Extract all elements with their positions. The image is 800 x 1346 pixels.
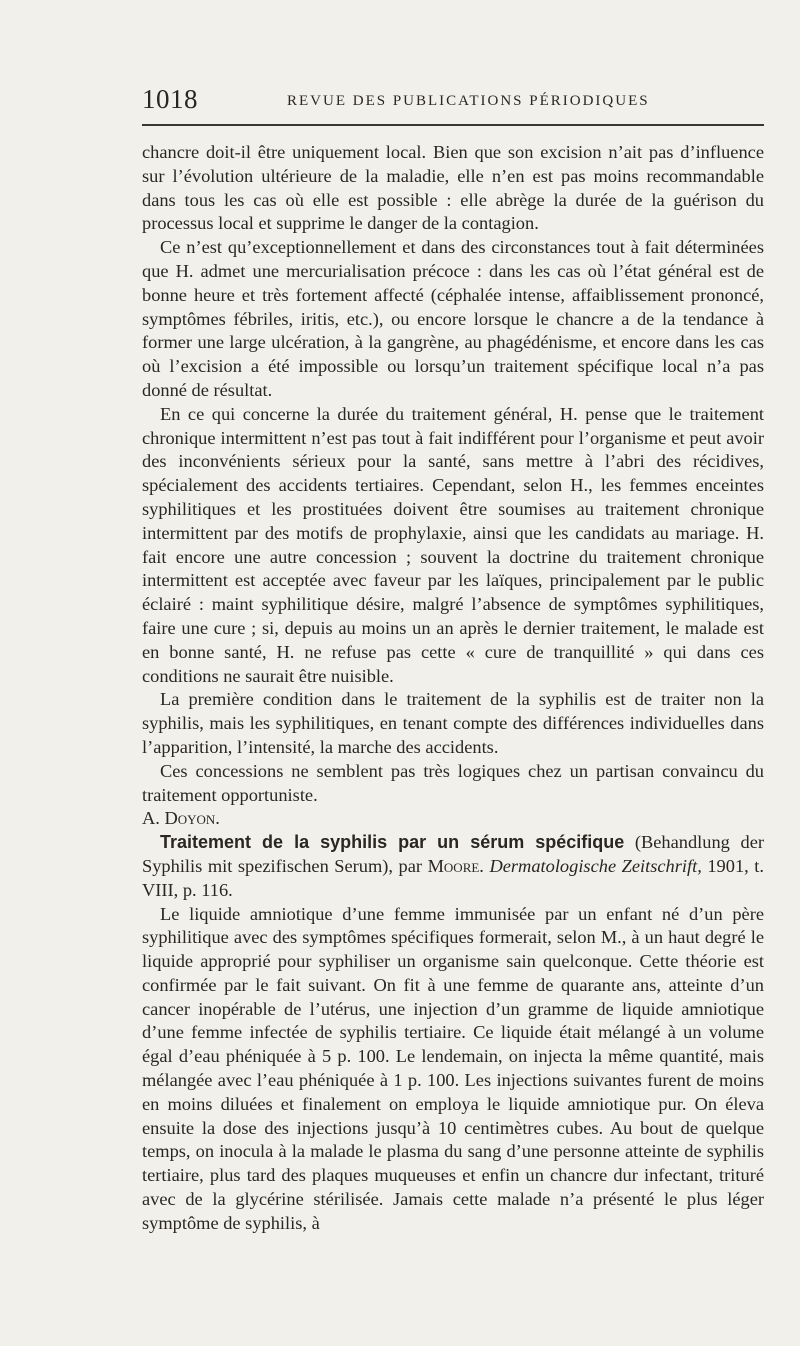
article-reference: 1901, t. VIII, p. 116.	[142, 855, 764, 900]
article-journal: Dermatologische Zeitschrift,	[489, 855, 702, 876]
paragraph-1: chancre doit-il être uniquement local. Bien que son excision n’ait pas d’influence sur l’évolution ultérieure de la maladie, elle n’en est pas moins recommandable dans tous les cas où elle est possible : elle abrège la durée de la guérison du processus local et supprime le danger de la contagion.	[142, 142, 764, 234]
page-number: 1018	[142, 84, 198, 114]
article-author: Moore.	[427, 855, 484, 876]
body-text	[142, 141, 764, 1236]
signature: A. Doyon.	[142, 808, 220, 829]
paragraph-3: En ce qui concerne la durée du traitement général, H. pense que le traitement chronique intermittent n’est pas tout à fait indifférent pour l’organisme et peut avoir des inconvénients sérieux pour la santé, sans mettre à l’abri des récidives, spécialement des accidents tertiaires. Cependant, selon H., les femmes enceintes syphilitiques et les prostituées doivent être soumises au traitement chronique intermittent par des motifs de prophylaxie, ainsi que les candidats au mariage. H. fait encore une autre concession ; souvent la doctrine du traitement chronique intermittent est acceptée avec faveur par les laïques, principalement par le public éclairé : maint syphilitique désire, malgré l’absence de symptômes syphilitiques, faire une cure ; si, depuis au moins un an après le dernier traitement, le malade est en bonne santé, H. ne refuse pas cette « cure de tranquillité » qui dans ces conditions ne saurait être nuisible.	[142, 403, 764, 686]
paragraph-6: Le liquide amniotique d’une femme immunisée par un enfant né d’un père syphilitique avec des symptômes spécifiques formerait, selon M., à un haut degré le liquide approprié pour syphiliser un organisme sain quelconque. Cette théorie est confirmée par le fait suivant. On fit à une femme de quarante ans, atteinte d’un cancer inopérable de l’utérus, une injection d’un gramme de liquide amniotique d’une femme infectée de syphilis tertiaire. Ce liquide était mélangé à un volume égal d’eau phéniquée à 5 p. 100. Le lendemain, on injecta la même quantité, mais mélangée avec l’eau phéniquée à 1 p. 100. Les injections suivantes furent de moins en moins diluées et finalement on employa le liquide amniotique pur. On éleva ensuite la dose des injections jusqu’à 10 centimètres cubes. Au bout de quelque temps, on inocula à la malade le plasma du sang d’une personne atteinte de syphilis tertiaire, plus tard des plaques muqueuses et enfin un chancre dur infectant, trituré avec de la glycérine stérilisée. Jamais cette malade n’a présenté le plus léger symptôme de syphilis, à	[142, 903, 764, 1233]
page-header	[142, 84, 760, 112]
article-title: Traitement de la syphilis par un sérum spécifique	[160, 832, 625, 853]
paragraph-4: La première condition dans le traitement de la syphilis est de traiter non la syphilis, mais les syphilitiques, en tenant compte des différences individuelles dans l’apparition, l’intensité, la marche des accidents.	[142, 689, 764, 757]
running-head: REVUE DES PUBLICATIONS PÉRIODIQUES	[287, 93, 650, 109]
paragraph-5: Ces concessions ne semblent pas très logiques chez un partisan convaincu du traitement opportuniste.	[142, 760, 764, 805]
article-subtitle: (Behandlung der Syphilis mit spezifischen Serum), par	[142, 832, 764, 876]
header-rule	[142, 124, 764, 126]
paragraph-2: Ce n’est qu’exceptionnellement et dans des circonstances tout à fait déterminées que H. admet une mercurialisation précoce : dans les cas où l’état général est de bonne heure et très fortement affecté (céphalée intense, affaiblissement prononcé, symptômes fébriles, iritis, etc.), ou encore lorsque le chancre a de la tendance à former une large ulcération, à la gangrène, au phagédénisme, et encore dans les cas où l’excision a été impossible ou lorsqu’un traitement spécifique local n’a pas donné de résultat.	[142, 237, 764, 400]
article-heading	[142, 831, 764, 902]
